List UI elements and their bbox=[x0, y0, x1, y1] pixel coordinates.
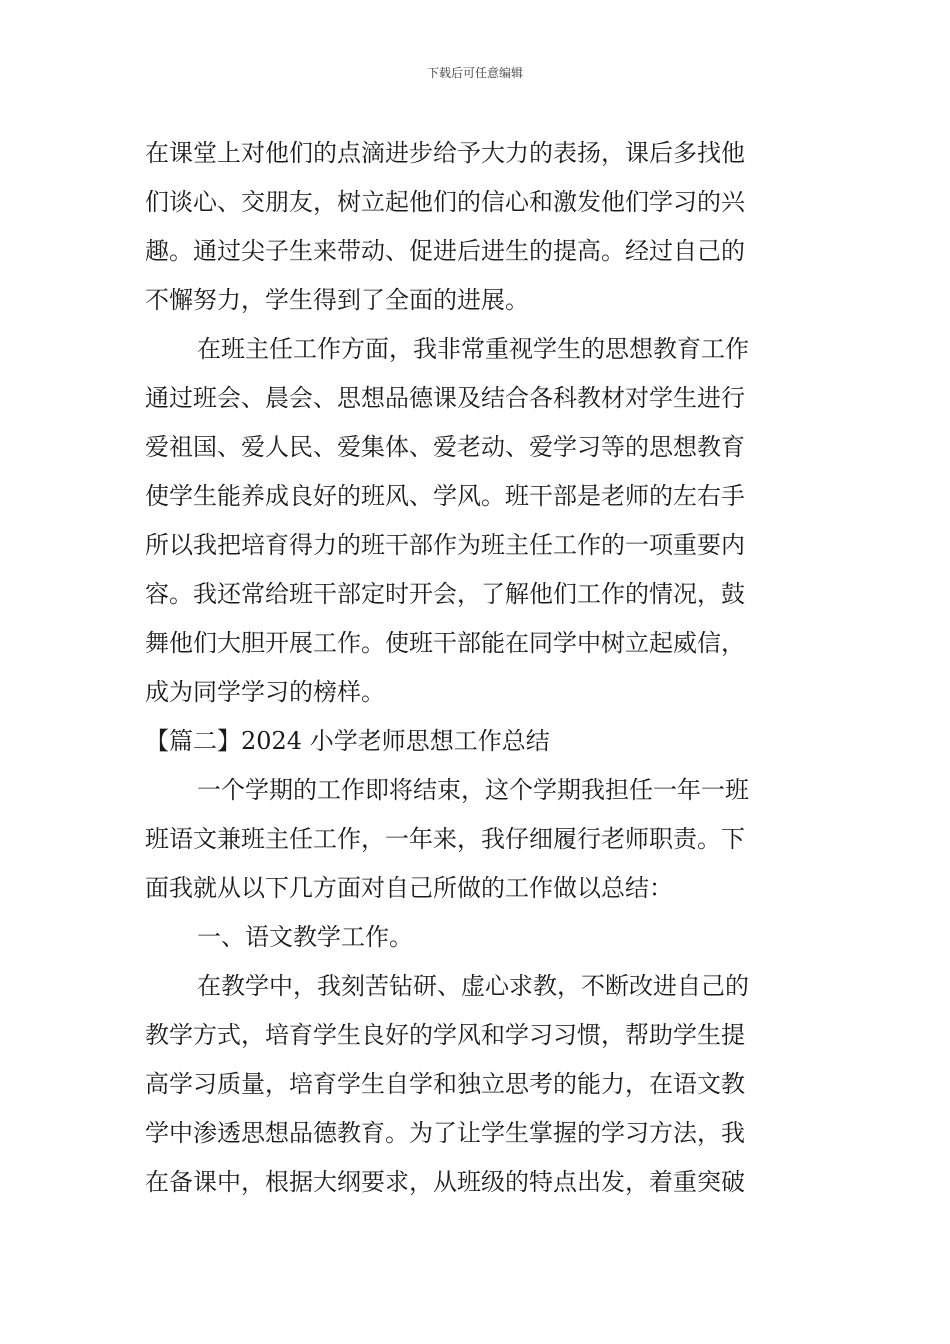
text-line: 所以我把培育得力的班干部作为班主任工作的一项重要内 bbox=[145, 531, 745, 559]
text-line: 们谈心、交朋友，树立起他们的信心和激发他们学习的兴 bbox=[145, 188, 745, 216]
text-line: 容。我还常给班干部定时开会，了解他们工作的情况，鼓 bbox=[145, 580, 745, 608]
text-line: 面我就从以下几方面对自己所做的工作做以总结： bbox=[145, 874, 673, 902]
text-line: 教学方式，培育学生良好的学风和学习习惯，帮助学生提 bbox=[145, 1021, 745, 1049]
text-line: 不懈努力，学生得到了全面的进展。 bbox=[145, 286, 529, 314]
text-line: 使学生能养成良好的班风、学风。班干部是老师的左右手 bbox=[145, 482, 745, 510]
subsection-heading: 一、语文教学工作。 bbox=[197, 923, 413, 951]
text-line: 学中渗透思想品德教育。为了让学生掌握的学习方法，我 bbox=[145, 1119, 745, 1147]
text-line: 在课堂上对他们的点滴进步给予大力的表扬，课后多找他 bbox=[145, 139, 745, 167]
text-line: 舞他们大胆开展工作。使班干部能在同学中树立起威信， bbox=[145, 629, 745, 657]
text-line: 爱祖国、爱人民、爱集体、爱老动、爱学习等的思想教育 bbox=[145, 433, 745, 461]
text-line: 趣。通过尖子生来带动、促进后进生的提高。经过自己的 bbox=[145, 237, 745, 265]
text-line: 成为同学学习的榜样。 bbox=[145, 678, 385, 706]
paragraph-first-line: 在教学中，我刻苦钻研、虚心求教，不断改进自己的 bbox=[197, 972, 749, 1000]
section-heading: 【篇二】2024 小学老师思想工作总结 bbox=[145, 727, 550, 755]
text-line: 高学习质量，培育学生自学和独立思考的能力，在语文教 bbox=[145, 1070, 745, 1098]
page-header: 下载后可任意编辑 bbox=[426, 66, 523, 80]
document-body bbox=[145, 129, 810, 1207]
text-line: 在备课中，根据大纲要求，从班级的特点出发，着重突破 bbox=[145, 1168, 745, 1196]
paragraph-first-line: 在班主任工作方面，我非常重视学生的思想教育工作 bbox=[197, 335, 749, 363]
text-line: 班语文兼班主任工作，一年来，我仔细履行老师职责。下 bbox=[145, 825, 745, 853]
text-line: 通过班会、晨会、思想品德课及结合各科教材对学生进行 bbox=[145, 384, 745, 412]
paragraph-first-line: 一个学期的工作即将结束，这个学期我担任一年一班 bbox=[197, 776, 749, 804]
